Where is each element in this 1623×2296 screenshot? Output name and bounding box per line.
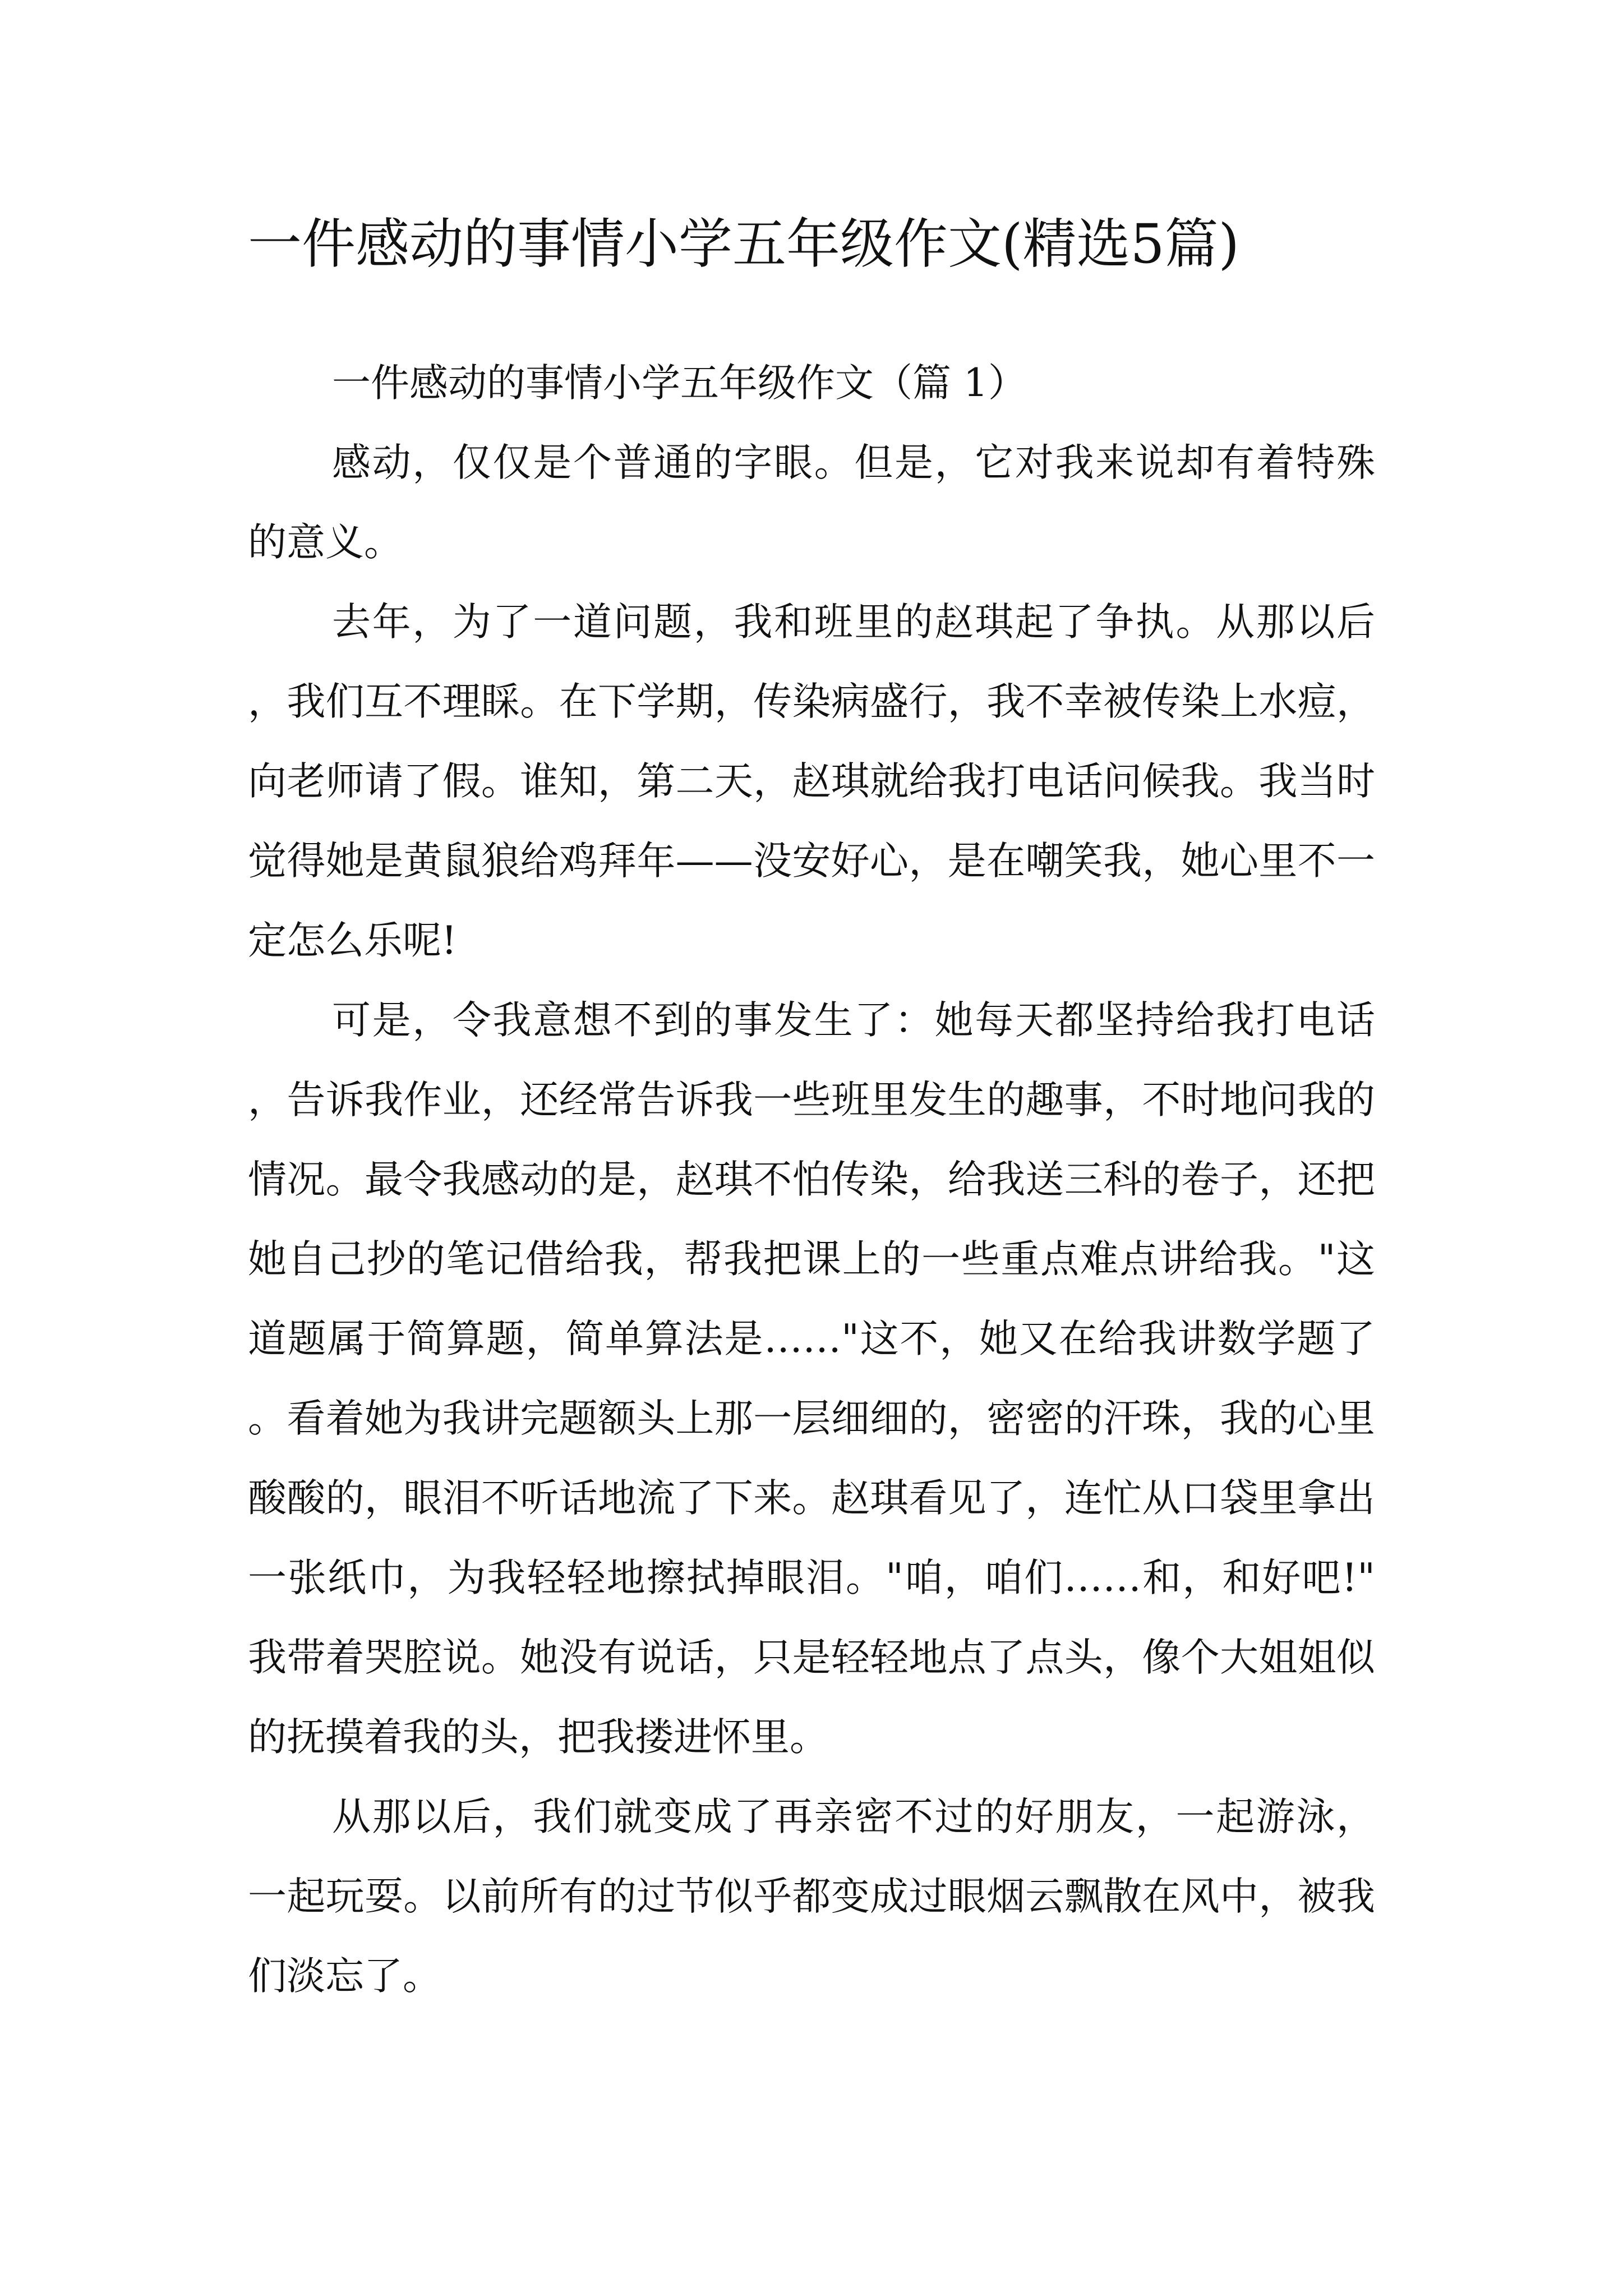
document-title: 一件感动的事情小学五年级作文(精选5篇)	[248, 213, 1239, 275]
section-heading: 一件感动的事情小学五年级作文（篇 1）	[332, 361, 1027, 406]
paragraph: 从那以后，我们就变成了再亲密不过的好朋友，一起游泳，一起玩耍。以前所有的过节似乎都变成过眼烟云飘散在风中，被我们淡忘了。	[248, 1795, 1375, 1999]
article-body	[248, 343, 1375, 2016]
paragraph: 感动，仅仅是个普通的字眼。但是，它对我来说却有着特殊的意义。	[248, 440, 1375, 565]
paragraph: 可是，令我意想不到的事发生了：她每天都坚持给我打电话，告诉我作业，还经常告诉我一些班里发生的趣事，不时地问我的情况。最令我感动的是，赵琪不怕传染，给我送三科的卷子，还把她自己抄的笔记借给我，帮我把课上的一些重点难点讲给我。"这道题属于简算题，简单算法是……"这不，她又在给我讲数学题了。看着她为我讲完题额头上那一层细细的，密密的汗珠，我的心里酸酸的，眼泪不听话地流了下来。赵琪看见了，连忙从口袋里拿出一张纸巾，为我轻轻地擦拭掉眼泪。"咱，咱们……和，和好吧!"我带着哭腔说。她没有说话，只是轻轻地点了点头，像个大姐姐似的抚摸着我的头，把我搂进怀里。	[248, 998, 1375, 1760]
paragraph: 去年，为了一道问题，我和班里的赵琪起了争执。从那以后，我们互不理睬。在下学期，传染病盛行，我不幸被传染上水痘，向老师请了假。谁知，第二天，赵琪就给我打电话问候我。我当时觉得她是黄鼠狼给鸡拜年——没安好心，是在嘲笑我，她心里不一定怎么乐呢!	[248, 600, 1375, 963]
